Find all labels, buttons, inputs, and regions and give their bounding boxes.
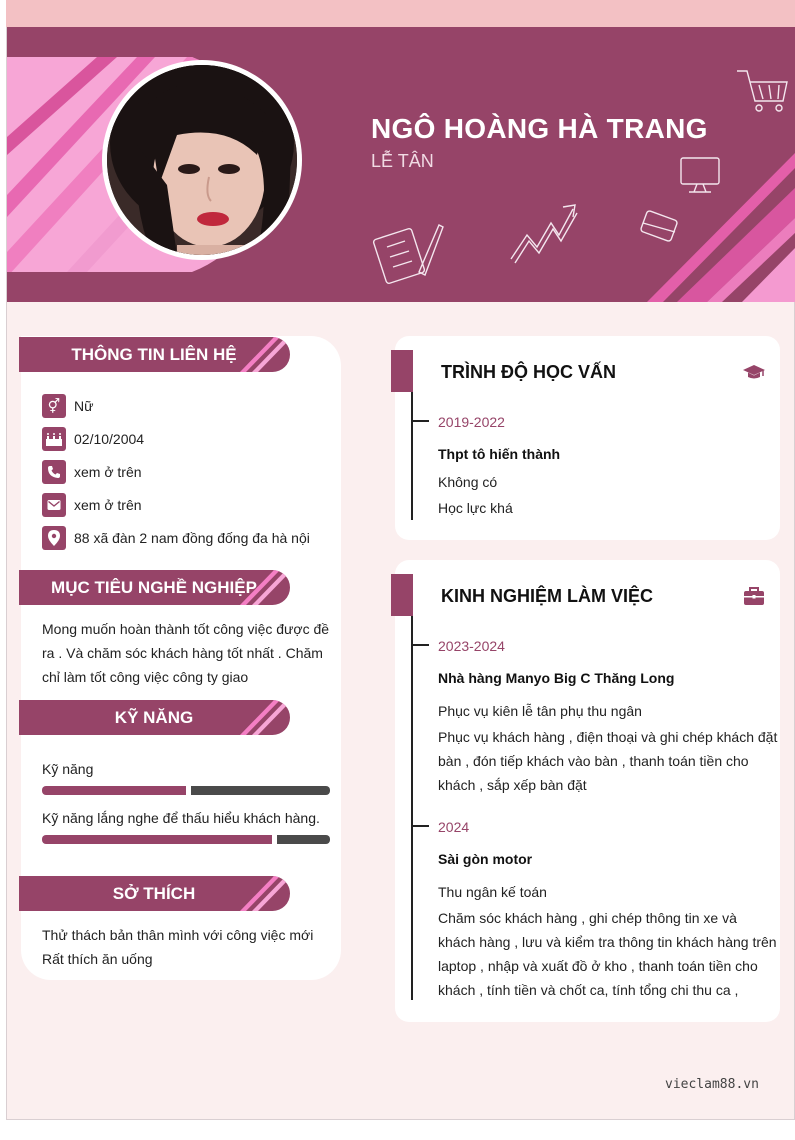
header-stripes [230, 337, 290, 372]
job-position: Phục vụ kiên lễ tân phụ thu ngân [438, 703, 642, 719]
email-value: xem ở trên [74, 497, 142, 513]
contact-birthday [42, 427, 144, 451]
cart-sketch-icon [737, 71, 787, 111]
education-title: TRÌNH ĐỘ HỌC VẤN [441, 362, 616, 382]
top-strip [6, 0, 795, 27]
contact-section-header [19, 337, 290, 372]
contact-section-title: THÔNG TIN LIÊN HỆ [71, 345, 237, 364]
timeline-tick [411, 825, 429, 827]
skill-label: Kỹ năng lắng nghe để thấu hiểu khách hàng. [42, 810, 320, 826]
gender-icon: ⚥ [42, 394, 66, 418]
timeline-tick [411, 644, 429, 646]
experience-period: 2024 [438, 819, 470, 835]
section-tab [391, 350, 413, 392]
education-detail: Học lực khá [438, 500, 513, 516]
experience-period: 2023-2024 [438, 638, 505, 654]
candidate-role: LỄ TÂN [371, 151, 434, 171]
education-card [395, 336, 780, 540]
phone-icon [42, 460, 66, 484]
phone-value: xem ở trên [74, 464, 142, 480]
company-name: Nhà hàng Manyo Big C Thăng Long [438, 670, 675, 686]
skill-bar-track [277, 835, 330, 844]
section-tab [391, 574, 413, 616]
birthday-value: 02/10/2004 [74, 431, 145, 447]
education-period: 2019-2022 [438, 414, 505, 430]
job-description: Chăm sóc khách hàng , ghi chép thông tin xe và khách hàng , lưu và kiểm tra thông tin khách hàng trên laptop , nhập và xuất đồ ở kho , thanh toán tiền cho khách , tính tiền và chốt ca, tính tổng chi thu ca , [438, 910, 777, 998]
contact-gender [42, 394, 93, 418]
skill-bar [42, 786, 330, 795]
objective-section-header [19, 570, 290, 605]
education-detail: Không có [438, 474, 498, 490]
skill-bar [42, 835, 330, 844]
briefcase-icon [742, 584, 766, 608]
header-stripes [230, 876, 290, 911]
header-banner [7, 27, 795, 302]
contact-email [42, 493, 142, 517]
timeline-line [411, 616, 413, 1000]
clipboard-sketch-icon [373, 225, 443, 284]
birthday-cake-icon [42, 427, 66, 451]
monitor-sketch-icon [681, 158, 719, 192]
timeline-tick [411, 420, 429, 422]
footer-brand: vieclam88.vn [665, 1077, 759, 1092]
job-description: Phục vụ khách hàng , điện thoại và ghi chép khách đặt bàn , đón tiếp khách vào bàn , thanh toán tiền cho khách , sắp xếp bàn đặt [438, 729, 778, 793]
objective-section-title: MỤC TIÊU NGHỀ NGHIỆP [51, 578, 257, 597]
card-sketch-icon [640, 210, 678, 242]
cv-page [6, 27, 795, 1120]
gender-value: Nữ [74, 398, 94, 414]
skill-bar-fill [42, 835, 272, 844]
contact-address [42, 526, 310, 550]
skills-section-header [19, 700, 290, 735]
skills-section-title: KỸ NĂNG [114, 708, 194, 727]
location-icon [42, 526, 66, 550]
hobby-line: Thử thách bản thân mình với công việc mới [42, 927, 314, 943]
hobby-line: Rất thích ăn uống [42, 951, 153, 967]
timeline-line [411, 392, 413, 520]
header-stripes [230, 570, 290, 605]
address-value: 88 xã đàn 2 nam đồng đống đa hà nội [74, 530, 310, 546]
objective-text: Mong muốn hoàn thành tốt công việc được đề ra . Và chăm sóc khách hàng tốt nhất . Chăm chỉ làm tốt công việc công ty giao [42, 621, 330, 685]
hobbies-section-header [19, 876, 290, 911]
avatar [107, 65, 297, 255]
job-position: Thu ngân kế toán [438, 884, 547, 900]
skill-label: Kỹ năng [42, 761, 94, 777]
contact-phone [42, 460, 142, 484]
skill-bar-track [191, 786, 330, 795]
chart-sketch-icon [511, 205, 577, 263]
email-icon [42, 493, 66, 517]
experience-title: KINH NGHIỆM LÀM VIỆC [441, 586, 654, 606]
school-name: Thpt tô hiến thành [438, 446, 561, 462]
experience-card [395, 560, 780, 1022]
skill-bar-fill [42, 786, 186, 795]
company-name: Sài gòn motor [438, 851, 533, 867]
hobbies-section-title: SỞ THÍCH [112, 884, 196, 903]
header-stripes [230, 700, 290, 735]
graduation-cap-icon [742, 360, 766, 384]
candidate-name: NGÔ HOÀNG HÀ TRANG [371, 113, 708, 144]
